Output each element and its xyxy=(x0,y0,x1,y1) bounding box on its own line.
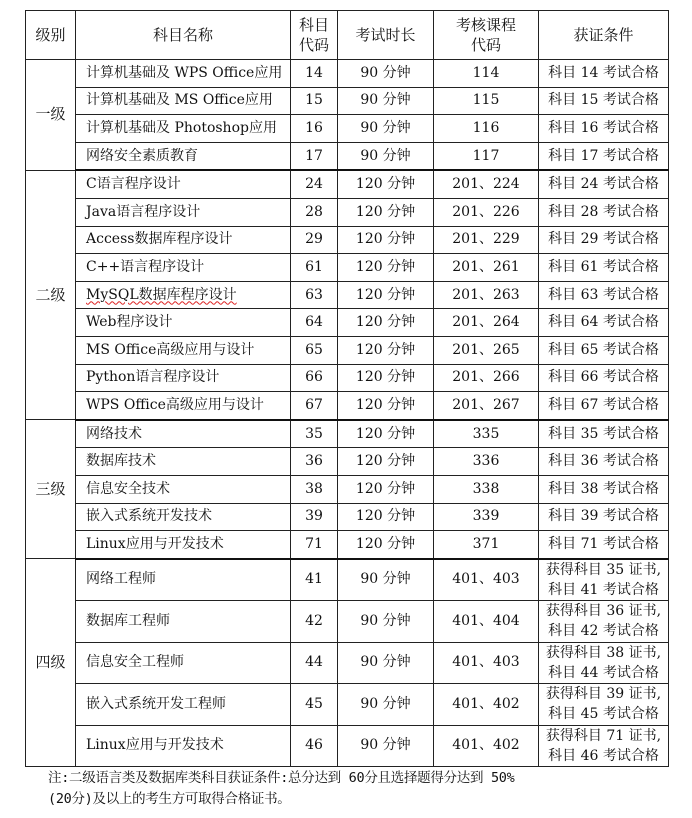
subject-name-cell: 网络工程师 xyxy=(76,559,291,601)
exam-duration-cell: 90 分钟 xyxy=(338,559,434,601)
exam-duration-cell: 120 分钟 xyxy=(338,281,434,309)
header-level: 级别 xyxy=(26,11,76,60)
header-subject-name: 科目名称 xyxy=(76,11,291,60)
exam-duration-cell: 90 分钟 xyxy=(338,725,434,767)
footnote-line-1: 注:二级语言类及数据库类科目获证条件:总分达到 60分且选择题得分达到 50% xyxy=(48,770,515,786)
exam-duration-cell: 120 分钟 xyxy=(338,420,434,448)
course-code-cell: 339 xyxy=(434,503,539,531)
course-code-cell: 401、404 xyxy=(434,601,539,643)
subject-name-cell: 嵌入式系统开发工程师 xyxy=(76,684,291,726)
table-row xyxy=(26,226,669,254)
subject-code-cell: 46 xyxy=(291,725,338,767)
certificate-condition-cell: 科目 67 考试合格 xyxy=(539,392,669,420)
subject-name-cell: 嵌入式系统开发技术 xyxy=(76,503,291,531)
table-row xyxy=(26,503,669,531)
course-code-cell: 401、402 xyxy=(434,684,539,726)
course-code-cell: 201、224 xyxy=(434,170,539,198)
course-code-cell: 201、263 xyxy=(434,281,539,309)
table-row xyxy=(26,601,669,643)
certificate-condition-line: 科目 46 考试合格 xyxy=(548,747,659,764)
certificate-condition-cell xyxy=(539,601,669,643)
exam-duration-cell: 90 分钟 xyxy=(338,642,434,684)
exam-subject-table xyxy=(25,10,669,767)
table-row xyxy=(26,198,669,226)
exam-duration-cell: 120 分钟 xyxy=(338,448,434,476)
table-row xyxy=(26,559,669,601)
certificate-condition-cell: 科目 39 考试合格 xyxy=(539,503,669,531)
exam-duration-cell: 90 分钟 xyxy=(338,60,434,88)
certificate-condition-line: 科目 42 考试合格 xyxy=(548,623,659,640)
subject-name-cell: 网络技术 xyxy=(76,420,291,448)
subject-name-cell: 数据库工程师 xyxy=(76,601,291,643)
exam-duration-cell: 120 分钟 xyxy=(338,531,434,559)
subject-name-cell: Python语言程序设计 xyxy=(76,364,291,392)
subject-name-cell: Linux应用与开发技术 xyxy=(76,725,291,767)
subject-code-cell: 24 xyxy=(291,170,338,198)
certificate-condition-cell: 科目 64 考试合格 xyxy=(539,309,669,337)
subject-code-cell: 29 xyxy=(291,226,338,254)
level-cell: 一级 xyxy=(26,60,76,171)
course-code-cell: 201、261 xyxy=(434,254,539,282)
header-certificate-condition: 获证条件 xyxy=(539,11,669,60)
subject-name-cell: 信息安全技术 xyxy=(76,475,291,503)
exam-subject-table-container xyxy=(25,10,668,767)
course-code-cell: 336 xyxy=(434,448,539,476)
subject-name-cell: C语言程序设计 xyxy=(76,170,291,198)
table-row xyxy=(26,170,669,198)
certificate-condition-cell xyxy=(539,725,669,767)
subject-code-cell: 66 xyxy=(291,364,338,392)
table-row xyxy=(26,684,669,726)
table-row xyxy=(26,87,669,115)
certificate-condition-line: 科目 44 考试合格 xyxy=(548,664,659,681)
level-cell: 二级 xyxy=(26,170,76,419)
level-cell: 三级 xyxy=(26,420,76,559)
subject-name-cell xyxy=(76,281,291,309)
course-code-cell: 401、403 xyxy=(434,559,539,601)
subject-name-cell: 数据库技术 xyxy=(76,448,291,476)
certificate-condition-cell: 科目 71 考试合格 xyxy=(539,531,669,559)
course-code-cell: 117 xyxy=(434,142,539,170)
table-row xyxy=(26,281,669,309)
certificate-condition-line: 科目 41 考试合格 xyxy=(548,581,659,598)
table-row xyxy=(26,725,669,767)
course-code-cell: 335 xyxy=(434,420,539,448)
certificate-condition-cell: 科目 17 考试合格 xyxy=(539,142,669,170)
exam-duration-cell: 120 分钟 xyxy=(338,336,434,364)
table-row xyxy=(26,364,669,392)
certificate-condition-cell: 科目 24 考试合格 xyxy=(539,170,669,198)
table-body xyxy=(26,60,669,767)
exam-duration-cell: 120 分钟 xyxy=(338,198,434,226)
exam-duration-cell: 90 分钟 xyxy=(338,87,434,115)
subject-code-cell: 71 xyxy=(291,531,338,559)
table-row xyxy=(26,392,669,420)
table-row xyxy=(26,336,669,364)
certificate-condition-cell: 科目 29 考试合格 xyxy=(539,226,669,254)
table-row xyxy=(26,142,669,170)
exam-duration-cell: 90 分钟 xyxy=(338,601,434,643)
subject-name-cell: Web程序设计 xyxy=(76,309,291,337)
table-row xyxy=(26,475,669,503)
exam-duration-cell: 120 分钟 xyxy=(338,170,434,198)
course-code-cell: 201、265 xyxy=(434,336,539,364)
subject-name-text: MySQL数据库程序设计 xyxy=(86,286,237,303)
subject-code-cell: 45 xyxy=(291,684,338,726)
course-code-cell: 115 xyxy=(434,87,539,115)
table-row xyxy=(26,448,669,476)
certificate-condition-cell: 科目 14 考试合格 xyxy=(539,60,669,88)
subject-code-cell: 39 xyxy=(291,503,338,531)
course-code-cell: 201、226 xyxy=(434,198,539,226)
subject-name-cell: 计算机基础及 MS Office应用 xyxy=(76,87,291,115)
header-subject-code-line1: 科目 xyxy=(298,16,329,34)
table-row xyxy=(26,531,669,559)
subject-code-cell: 14 xyxy=(291,60,338,88)
subject-code-cell: 36 xyxy=(291,448,338,476)
table-row xyxy=(26,309,669,337)
subject-name-cell: WPS Office高级应用与设计 xyxy=(76,392,291,420)
exam-duration-cell: 90 分钟 xyxy=(338,684,434,726)
table-row xyxy=(26,642,669,684)
subject-name-cell: Java语言程序设计 xyxy=(76,198,291,226)
certificate-condition-cell: 科目 65 考试合格 xyxy=(539,336,669,364)
subject-code-cell: 38 xyxy=(291,475,338,503)
exam-duration-cell: 120 分钟 xyxy=(338,475,434,503)
subject-code-cell: 64 xyxy=(291,309,338,337)
subject-name-cell: 信息安全工程师 xyxy=(76,642,291,684)
certificate-condition-cell: 科目 61 考试合格 xyxy=(539,254,669,282)
certificate-condition-cell: 科目 35 考试合格 xyxy=(539,420,669,448)
certificate-condition-line: 获得科目 36 证书, xyxy=(545,603,662,620)
subject-code-cell: 42 xyxy=(291,601,338,643)
certificate-condition-cell: 科目 16 考试合格 xyxy=(539,115,669,143)
exam-duration-cell: 90 分钟 xyxy=(338,115,434,143)
course-code-cell: 401、403 xyxy=(434,642,539,684)
subject-code-cell: 41 xyxy=(291,559,338,601)
header-course-code-line1: 考核课程 xyxy=(455,16,516,34)
subject-code-cell: 44 xyxy=(291,642,338,684)
exam-duration-cell: 120 分钟 xyxy=(338,364,434,392)
certificate-condition-line: 获得科目 71 证书, xyxy=(545,727,662,744)
subject-code-cell: 17 xyxy=(291,142,338,170)
exam-duration-cell: 90 分钟 xyxy=(338,142,434,170)
subject-name-cell: Linux应用与开发技术 xyxy=(76,531,291,559)
certificate-condition-line: 获得科目 39 证书, xyxy=(545,686,662,703)
table-row xyxy=(26,254,669,282)
subject-name-cell: Access数据库程序设计 xyxy=(76,226,291,254)
certificate-condition-line: 获得科目 35 证书, xyxy=(545,561,662,578)
exam-duration-cell: 120 分钟 xyxy=(338,226,434,254)
certificate-condition-cell: 科目 63 考试合格 xyxy=(539,281,669,309)
exam-duration-cell: 120 分钟 xyxy=(338,392,434,420)
subject-name-cell: MS Office高级应用与设计 xyxy=(76,336,291,364)
exam-duration-cell: 120 分钟 xyxy=(338,254,434,282)
course-code-cell: 371 xyxy=(434,531,539,559)
certificate-condition-cell: 科目 38 考试合格 xyxy=(539,475,669,503)
table-header-row xyxy=(26,11,669,60)
table-row xyxy=(26,420,669,448)
subject-name-cell: C++语言程序设计 xyxy=(76,254,291,282)
subject-name-cell: 网络安全素质教育 xyxy=(76,142,291,170)
table-row xyxy=(26,115,669,143)
course-code-cell: 201、266 xyxy=(434,364,539,392)
course-code-cell: 201、264 xyxy=(434,309,539,337)
exam-duration-cell: 120 分钟 xyxy=(338,309,434,337)
certificate-condition-cell xyxy=(539,559,669,601)
subject-code-cell: 61 xyxy=(291,254,338,282)
header-course-code-line2: 代码 xyxy=(470,36,501,54)
subject-code-cell: 15 xyxy=(291,87,338,115)
subject-code-cell: 28 xyxy=(291,198,338,226)
footnote xyxy=(48,768,648,810)
course-code-cell: 401、402 xyxy=(434,725,539,767)
header-subject-code-line2: 代码 xyxy=(298,36,329,54)
certificate-condition-line: 获得科目 38 证书, xyxy=(545,644,662,661)
subject-name-cell: 计算机基础及 Photoshop应用 xyxy=(76,115,291,143)
subject-name-cell: 计算机基础及 WPS Office应用 xyxy=(76,60,291,88)
subject-code-cell: 16 xyxy=(291,115,338,143)
certificate-condition-line: 科目 45 考试合格 xyxy=(548,706,659,723)
course-code-cell: 201、229 xyxy=(434,226,539,254)
certificate-condition-cell xyxy=(539,684,669,726)
subject-code-cell: 35 xyxy=(291,420,338,448)
level-cell: 四级 xyxy=(26,559,76,767)
certificate-condition-cell: 科目 36 考试合格 xyxy=(539,448,669,476)
certificate-condition-cell xyxy=(539,642,669,684)
footnote-line-2: (20分)及以上的考生方可取得合格证书。 xyxy=(48,791,291,807)
certificate-condition-cell: 科目 28 考试合格 xyxy=(539,198,669,226)
subject-code-cell: 67 xyxy=(291,392,338,420)
course-code-cell: 338 xyxy=(434,475,539,503)
header-course-code xyxy=(434,11,539,60)
table-row xyxy=(26,60,669,88)
course-code-cell: 116 xyxy=(434,115,539,143)
subject-code-cell: 63 xyxy=(291,281,338,309)
certificate-condition-cell: 科目 66 考试合格 xyxy=(539,364,669,392)
certificate-condition-cell: 科目 15 考试合格 xyxy=(539,87,669,115)
exam-duration-cell: 120 分钟 xyxy=(338,503,434,531)
header-subject-code xyxy=(291,11,338,60)
header-exam-duration: 考试时长 xyxy=(338,11,434,60)
subject-code-cell: 65 xyxy=(291,336,338,364)
course-code-cell: 114 xyxy=(434,60,539,88)
course-code-cell: 201、267 xyxy=(434,392,539,420)
